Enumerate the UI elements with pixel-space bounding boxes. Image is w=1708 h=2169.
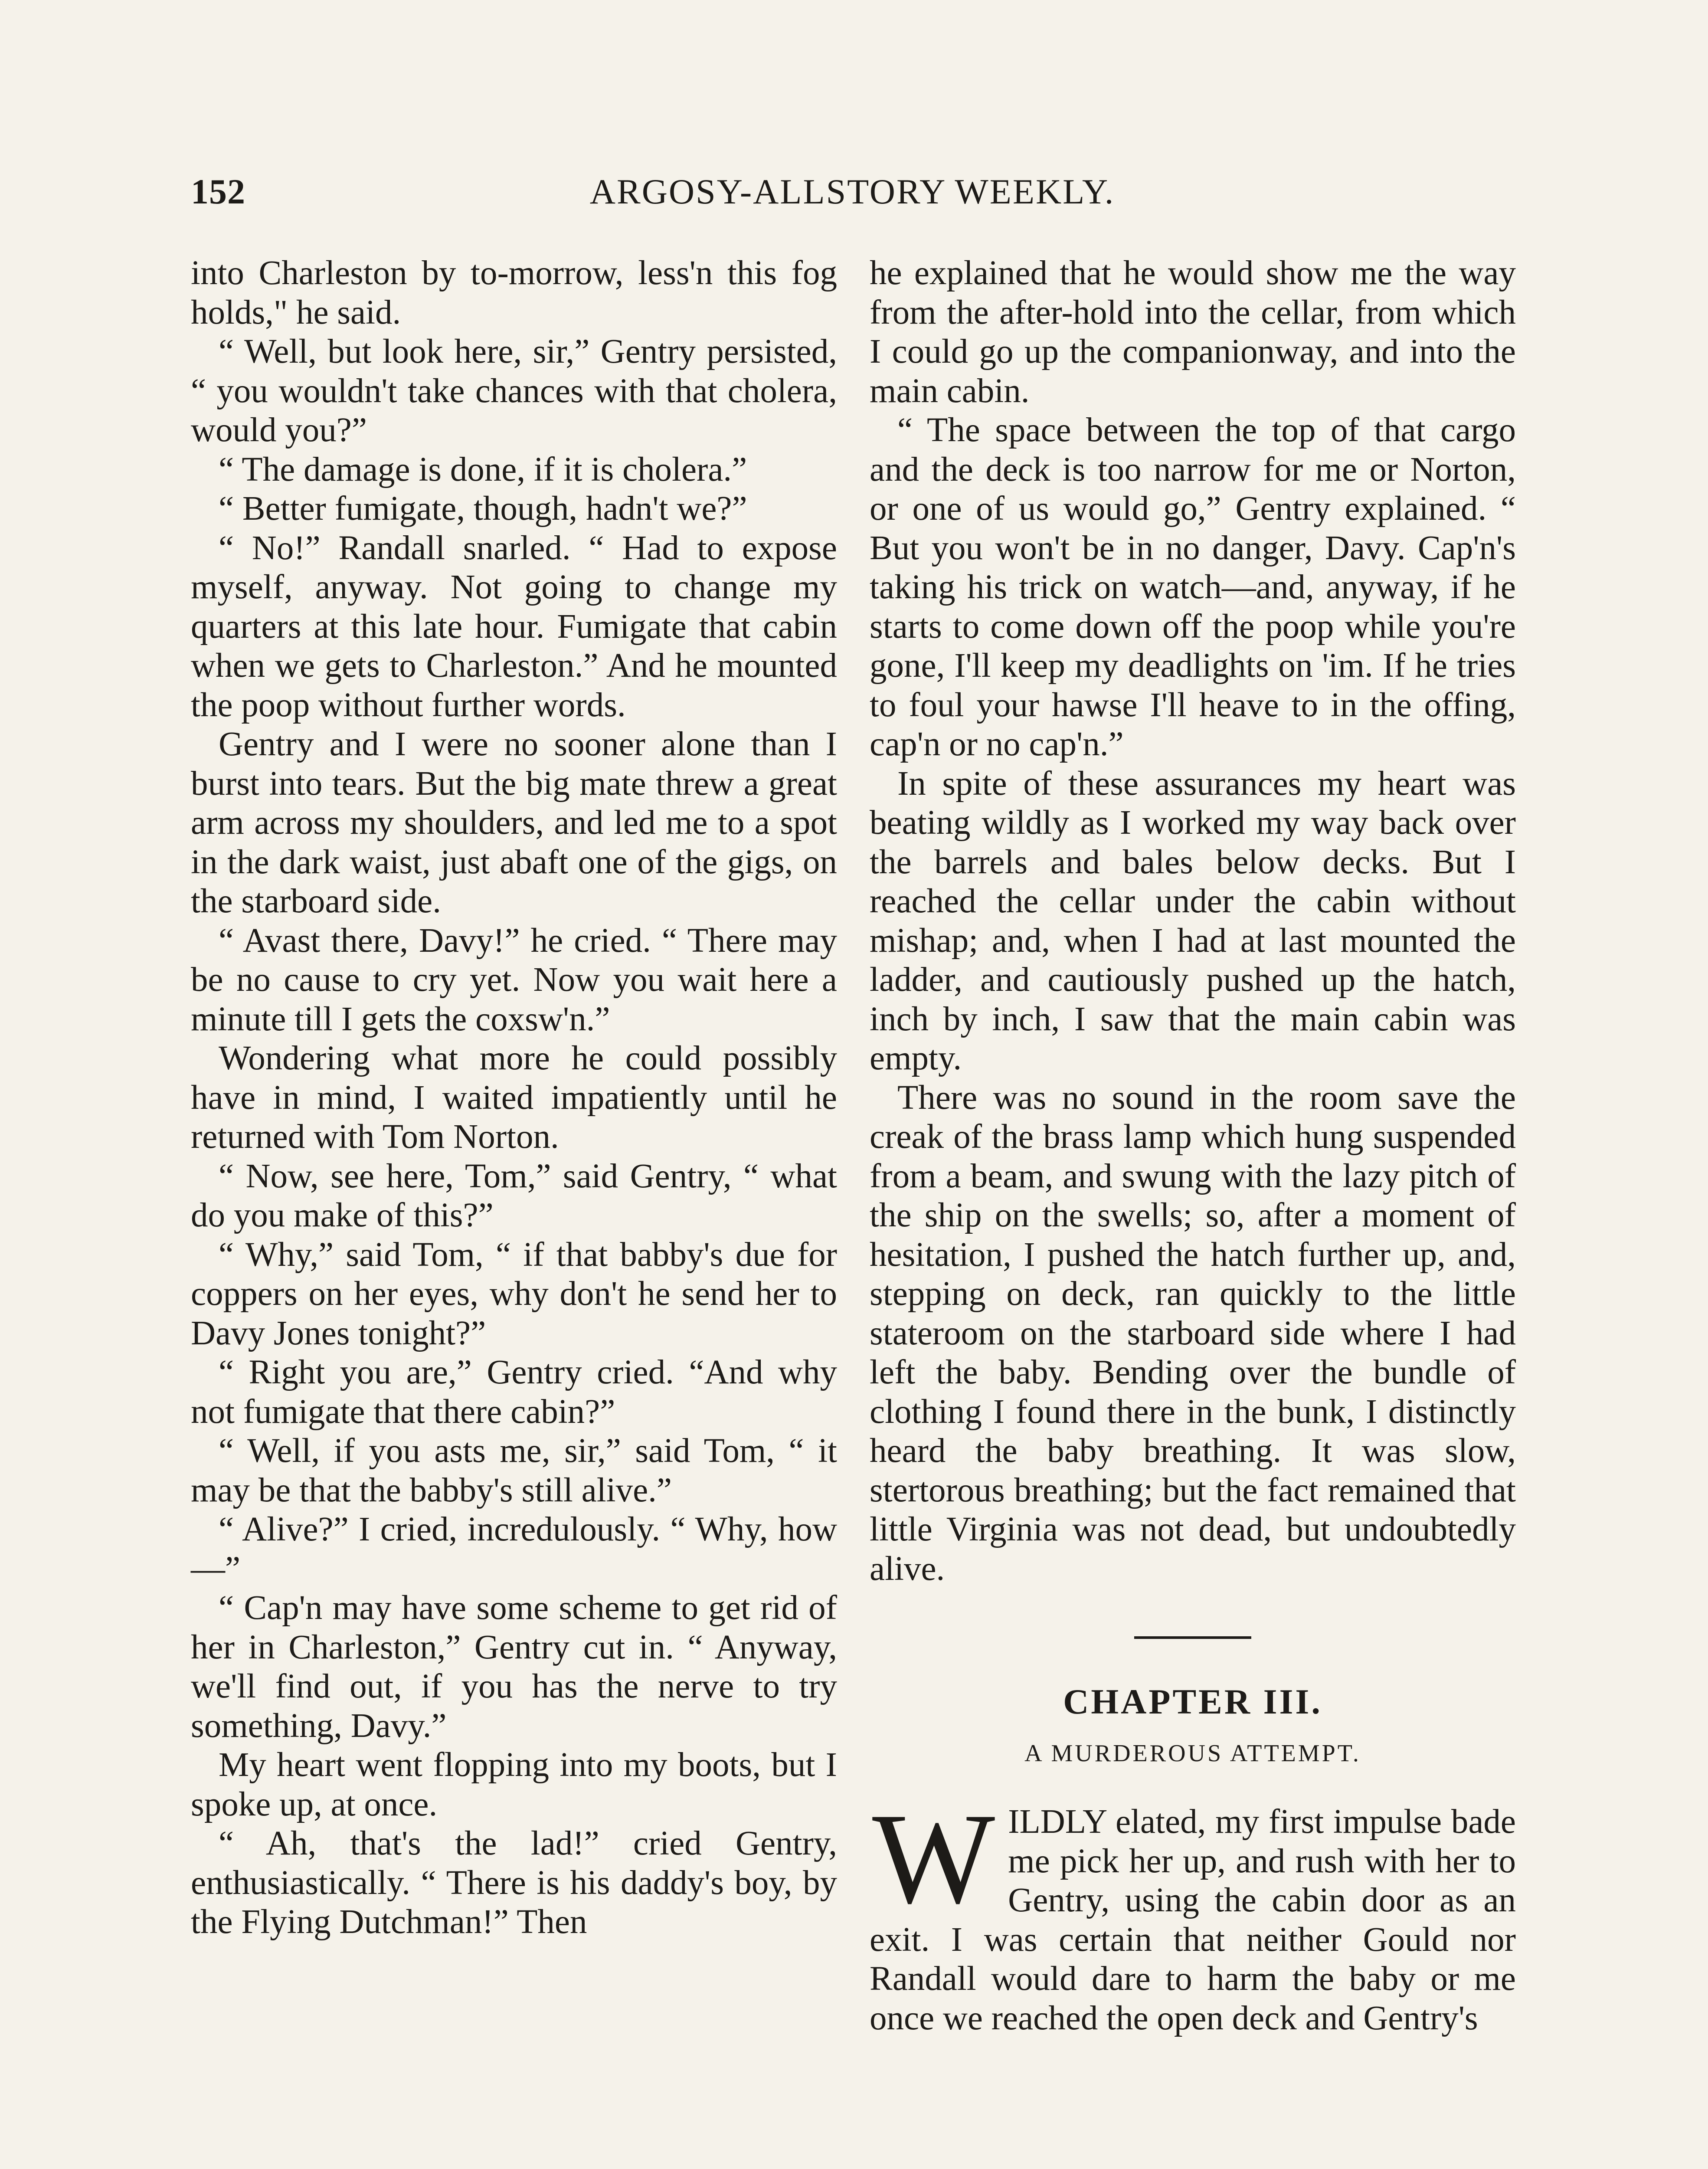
drop-cap: W <box>872 1786 995 1930</box>
paragraph: In spite of these assurances my heart was beating wildly as I worked my way back over the barrels and bales below decks. But I reached the cellar under the cabin without mishap; and, when I had at last mounted the ladder, and cautiously pushed up the hatch, inch by inch, I saw that the main cabin was empty. <box>870 764 1516 1077</box>
running-title: ARGOSY-ALLSTORY WEEKLY. <box>589 172 1115 211</box>
paragraph: into Charleston by to-morrow, less'n this fog holds," he said. <box>191 254 837 331</box>
page-header <box>191 171 1514 228</box>
paragraph: “ Right you are,” Gentry cried. “And why not fumigate that there cabin?” <box>191 1353 837 1431</box>
paragraph: Gentry and I were no sooner alone than I burst into tears. But the big mate threw a great arm across my shoulders, and led me to a spot in the dark waist, just abaft one of the gigs, on the starboard side. <box>191 725 837 920</box>
paragraph: “ Well, if you asts me, sir,” said Tom, “ it may be that the babby's still alive.” <box>191 1432 837 1509</box>
paragraph: Wondering what more he could possibly have in mind, I waited impatiently until he returned with Tom Norton. <box>191 1039 837 1156</box>
paragraph: “ Now, see here, Tom,” said Gentry, “ what do you make of this?” <box>191 1157 837 1234</box>
paragraph: There was no sound in the room save the creak of the brass lamp which hung suspended from a beam, and swung with the lazy pitch of the ship on the swells; so, after a moment of hesitation, I pushed the hatch further up, and, stepping on deck, ran quickly to the little stateroom on the starboard side where I had left the baby. Bending over the bundle of clothing I found there in the bunk, I distinctly heard the baby breathing. It was slow, stertorous breathing; but the fact remained that little Virginia was not dead, but undoubtedly alive. <box>870 1078 1516 1588</box>
paragraph: My heart went flopping into my boots, but I spoke up, at once. <box>191 1746 837 1823</box>
paragraph: “ Avast there, Davy!” he cried. “ There may be no cause to cry yet. Now you wait here a minute till I gets the coxsw'n.” <box>191 921 837 1038</box>
paragraph: “ Why,” said Tom, “ if that babby's due for coppers on her eyes, why don't he send her to Davy Jones tonight?” <box>191 1235 837 1352</box>
paragraph: “ Well, but look here, sir,” Gentry persisted, “ you wouldn't take chances with that cholera, would you?” <box>191 333 837 449</box>
paragraph: “ Cap'n may have some scheme to get rid of her in Charleston,” Gentry cut in. “ Anyway, we'll find out, if you has the nerve to try something, Davy.” <box>191 1589 837 1745</box>
paragraph: “ The space between the top of that cargo and the deck is too narrow for me or Norton, or one of us would go,” Gentry explained. “ But you won't be in no danger, Davy. Cap'n's taking his trick on watch—and, anyway, if he starts to come down off the poop while you're gone, I'll keep my deadlights on 'im. If he tries to foul your hawse I'll heave to in the offing, cap'n or no cap'n.” <box>870 411 1516 763</box>
paragraph: “ No!” Randall snarled. “ Had to expose myself, anyway. Not going to change my quarters at this late hour. Fumigate that cabin when we gets to Charleston.” And he mounted the poop without further words. <box>191 529 837 724</box>
left-column <box>191 254 837 1942</box>
chapter-subtitle: A MURDEROUS ATTEMPT. <box>1024 1740 1361 1767</box>
chapter-opening-text: ILDLY elated, my first impulse bade me pick her up, and rush with her to Gentry, using the cabin door as an exit. I was certain that neither Gould nor Randall would dare to harm the baby or me once we reached the open deck and Gentry's <box>870 1803 1516 2037</box>
paragraph: “ The damage is done, if it is cholera.” <box>219 450 747 488</box>
paragraph: “ Ah, that's the lad!” cried Gentry, enthusiastically. “ There is his daddy's boy, by the Flying Dutchman!” Then <box>191 1825 837 1941</box>
chapter-opening-paragraph <box>870 1786 1516 2038</box>
section-divider <box>1134 1636 1251 1639</box>
page-number: 152 <box>191 172 245 211</box>
paragraph: he explained that he would show me the way from the after-hold into the cellar, from which I could go up the companionway, and into the main cabin. <box>870 254 1516 410</box>
paragraph: “ Alive?” I cried, incredulously. “ Why, how—” <box>191 1510 837 1588</box>
paragraph: “ Better fumigate, though, hadn't we?” <box>219 490 747 528</box>
right-column <box>870 254 1516 2038</box>
chapter-title: CHAPTER III. <box>1063 1682 1322 1721</box>
